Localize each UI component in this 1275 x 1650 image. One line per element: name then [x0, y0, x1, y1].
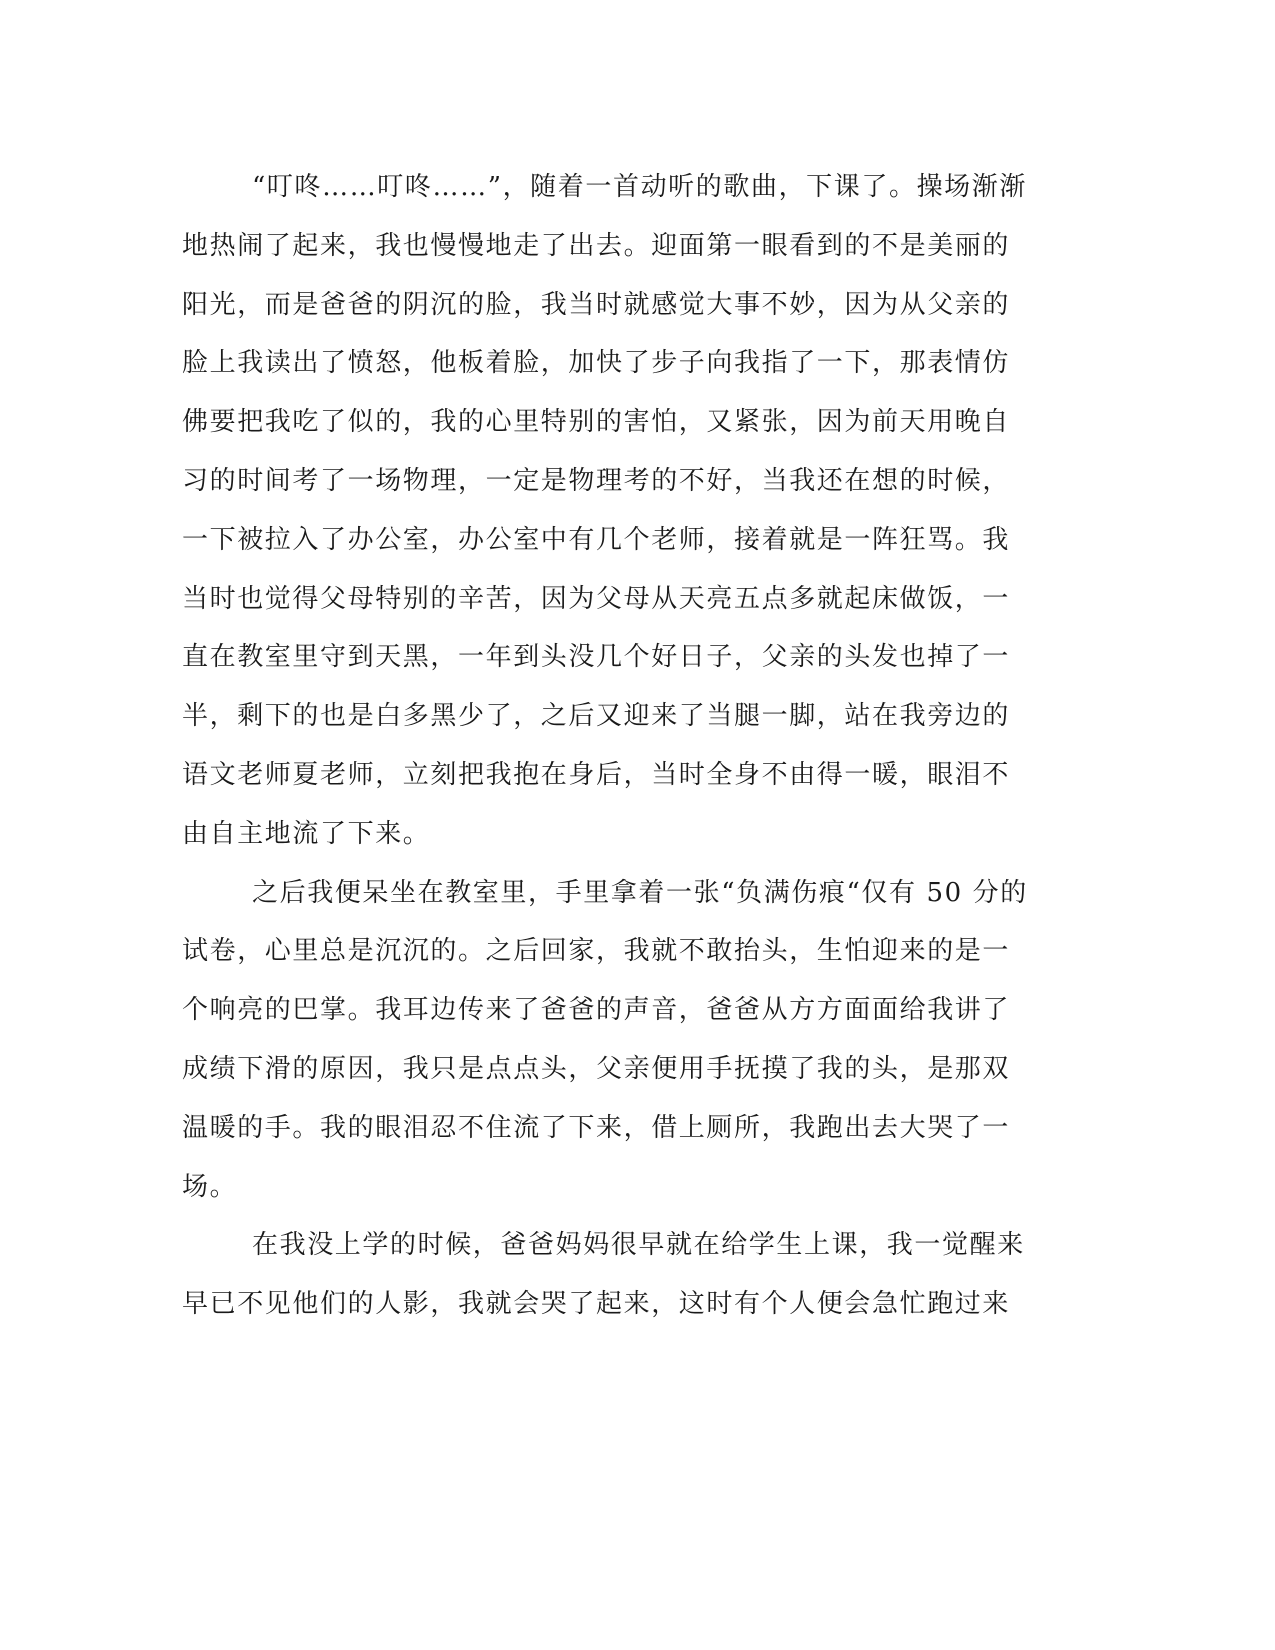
text-line: 地热闹了起来，我也慢慢地走了出去。迎面第一眼看到的不是美丽的: [182, 230, 1011, 261]
text-line: 场。: [182, 1171, 238, 1202]
text-line: 语文老师夏老师，立刻把我抱在身后，当时全身不由得一暖，眼泪不: [182, 759, 1011, 790]
text-line: 半，剩下的也是白多黑少了，之后又迎来了当腿一脚，站在我旁边的: [182, 701, 1011, 732]
text-line: 一下被拉入了办公室，办公室中有几个老师，接着就是一阵狂骂。我: [182, 524, 1011, 555]
text-line: 早已不见他们的人影，我就会哭了起来，这时有个人便会急忙跑过来: [182, 1289, 1011, 1320]
text-line: 试卷，心里总是沉沉的。之后回家，我就不敢抬头，生怕迎来的是一: [182, 936, 1011, 967]
text-line: 温暖的手。我的眼泪忍不住流了下来，借上厕所，我跑出去大哭了一: [182, 1112, 1011, 1143]
text-line: 在我没上学的时候，爸爸妈妈很早就在给学生上课，我一觉醒来: [252, 1230, 1025, 1261]
text-line: 佛要把我吃了似的，我的心里特别的害怕，又紧张，因为前天用晚自: [182, 407, 1011, 438]
text-line: “叮咚……叮咚……”，随着一首动听的歌曲，下课了。操场渐渐: [252, 172, 1027, 202]
text-line: 个响亮的巴掌。我耳边传来了爸爸的声音，爸爸从方方面面给我讲了: [182, 995, 1011, 1026]
text-line: 阳光，而是爸爸的阴沉的脸，我当时就感觉大事不妙，因为从父亲的: [182, 289, 1011, 320]
text-line: 脸上我读出了愤怒，他板着脸，加快了步子向我指了一下，那表情仿: [182, 348, 1011, 379]
body-text: [182, 158, 1028, 1334]
text-line: 之后我便呆坐在教室里，手里拿着一张“负满伤痕“仅有 50 分的: [252, 877, 1028, 908]
text-line: 当时也觉得父母特别的辛苦，因为父母从天亮五点多就起床做饭，一: [182, 583, 1011, 614]
text-line: 成绩下滑的原因，我只是点点头，父亲便用手抚摸了我的头，是那双: [182, 1053, 1011, 1084]
text-line: 直在教室里守到天黑，一年到头没几个好日子，父亲的头发也掉了一: [182, 642, 1011, 673]
text-line: 习的时间考了一场物理，一定是物理考的不好，当我还在想的时候，: [182, 465, 1011, 496]
text-line: 由自主地流了下来。: [182, 818, 431, 849]
